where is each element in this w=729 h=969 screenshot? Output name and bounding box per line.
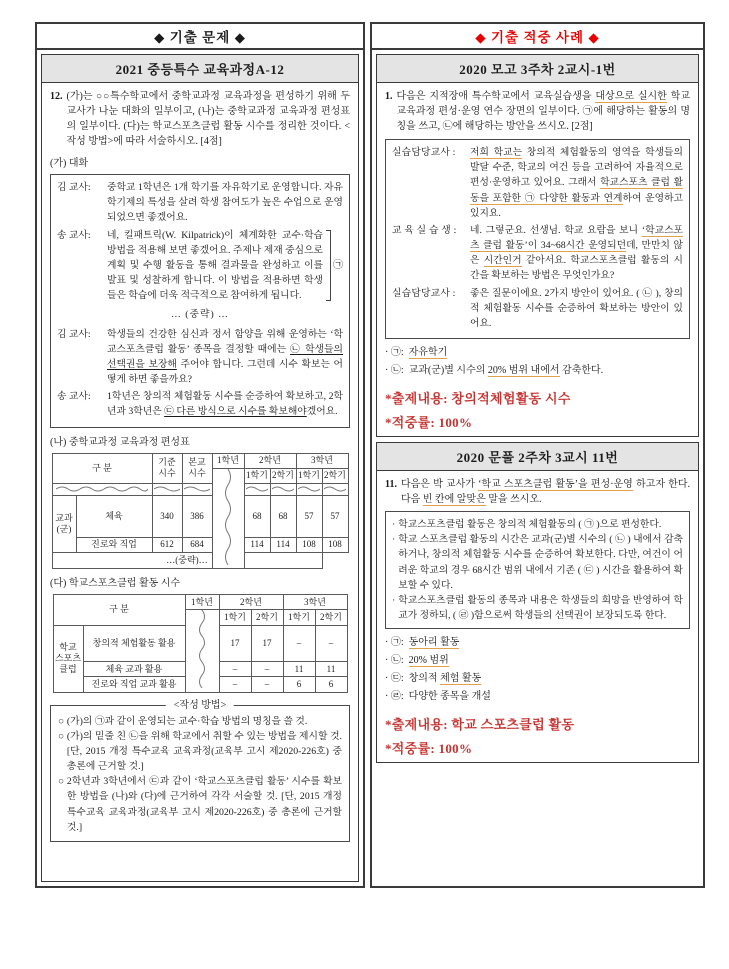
label-ga: (가) 대화 [50, 158, 89, 169]
question-text: 다음은 지적장애 특수학교에서 교육실습생을 대상으로 실시한 학교 교육과정 편성·운영 연수 장면의 일부이다. ㉠에 해당하는 활동의 명칭을 쓰고, ㉡에 해당하는 방안을 쓰시오. [2점] [396, 91, 690, 132]
dialogue-line [392, 145, 683, 221]
value-cell: 11 [283, 662, 315, 677]
value-cell: 6 [283, 677, 315, 692]
two-column-board [35, 22, 705, 888]
value-cell: 114 [244, 537, 270, 552]
hit-content-label: *출제내용: 학교 스포츠클럽 활동 [385, 717, 575, 733]
dialogue-box [385, 139, 690, 339]
hit-case-1-title: 2020 모고 3주차 2교시-1번 [377, 55, 698, 83]
value-cell: 57 [296, 496, 322, 537]
dialogue-text: 네, 킬패트릭(W. Kilpatrick)이 체계화한 교수·학습 방법을 적용해 보면 좋겠어요. 주제나 제재 중심으로 계획 및 수행 활동을 통해 결과물을 완성하고 이를 발표 및 성찰하게 합니다. 이 방법을 적용하면 학생들은 학습에 더욱 적극적으로 참여하게 됩니다. [107, 229, 323, 302]
value-cell: 386 [182, 496, 212, 537]
column-hit-cases [370, 22, 705, 888]
answer-key: · ㉡: [385, 655, 404, 667]
col-header-grade2: 2학년 [219, 595, 283, 610]
method-text: (가)의 ㉠과 같이 운영되는 교수·학습 방법의 명칭을 쓸 것. [66, 715, 308, 727]
question-text: 다음은 박 교사가 ‘학교 스포츠클럽 활동’을 편성·운영 하고자 한다. 다음 빈 칸에 알맞은 말을 쓰시오. [400, 479, 690, 506]
col-header-school-hours: 본교 시수 [182, 453, 212, 484]
method-item [58, 729, 342, 775]
answer-key: · ㉡: [385, 365, 404, 377]
hit-rate-label: *적중률: 100% [385, 414, 473, 430]
label-na: (나) 중학교과정 교육과정 편성표 [50, 436, 190, 448]
bullet-marker: · [392, 534, 396, 546]
dialogue-text: 저희 학교는 창의적 체험활동의 영역을 학생들의 발달 수준, 학교의 여건 등을 고려하여 자율적으로 편성·운영하고 있어요. 그래서 학교스포츠 클럽 활동을 포함한 ㉠ 다양한 활동과 연계하여 운영하고 있지요. [470, 147, 684, 219]
wavy-line-icon [154, 486, 180, 492]
annotation-bracket [326, 230, 331, 302]
answer-text: 동아리 활동 [408, 637, 460, 649]
wavy-line-icon [196, 610, 208, 688]
method-item [58, 774, 342, 835]
answer-line [385, 653, 690, 669]
answer-key: · ㉣: [385, 691, 404, 703]
col-header-base-hours: 기준 시수 [152, 453, 182, 484]
blank-item-text: 학교 스포츠클럽 활동의 시간은 교과(군)별 시수의 ( ㉡ ) 내에서 감축하거나, 창의적 체험활동 시수를 순증하여 확보한다. 다만, 여건이 어려운 학교의 경우 68시간 범위 내에서 기존 ( ㉢ ) 시간을 활용하여 확보할 수 있다. [398, 534, 683, 591]
dialogue-line [57, 228, 343, 304]
writing-method-title: <작성 방법> [166, 698, 234, 714]
writing-method-box [50, 699, 350, 842]
dialogue-text: 1학년은 창의적 체험활동 시수를 순증하여 확보하고, 2학년과 3학년은 ㉢ 다른 방식으로 시수를 확보해야겠어요. [107, 391, 343, 418]
left-column-body [37, 50, 363, 886]
blank-item-text: 학교스포츠클럽 활동은 창의적 체험활동의 ( ㉠ )으로 편성한다. [398, 519, 662, 531]
dialogue-line [392, 286, 683, 332]
right-column-header: ◆ 기출 적중 사례 ◆ [372, 24, 703, 50]
dialogue-text: 중학교 1학년은 1개 학기를 자유학기로 운영합니다. 자유학기제의 특성을 살려 학생 참여도가 높은 수업으로 운영되었으면 좋겠어요. [107, 182, 343, 224]
sports-club-table-da [53, 594, 348, 693]
circle-marker: ○ [58, 715, 64, 727]
question-box-title: 2021 중등특수 교육과정A-12 [42, 55, 358, 83]
col-header-sem2: 2학기 [251, 610, 283, 625]
question-box-2021 [41, 54, 359, 882]
column-past-question [35, 22, 365, 888]
question-number: 1. [385, 91, 393, 102]
answer-key: · ㉢: [385, 673, 404, 685]
wavy-line-icon [272, 486, 294, 492]
hit-case-2-content [377, 471, 698, 762]
omission-wave-column [185, 610, 219, 692]
dialogue-line [57, 327, 343, 388]
speaker-label: 김 교사: [57, 182, 91, 193]
answer-text: 교과(군)별 시수의 20% 범위 내에서 감축한다. [408, 365, 604, 377]
dialogue-text: 네. 그렇군요. 선생님. 학교 요람을 보니 ‘학교스포츠 클럽 활동’이 34~68시간 운영되던데, 만만치 않은 시간인거 같아서요. 학교스포츠클럽 활동의 시간을 확보하는 방법은 무엇인가요? [470, 224, 683, 282]
fill-blank-box [385, 511, 690, 629]
value-cell: 17 [251, 625, 283, 662]
speaker-label: 송 교사: [57, 229, 91, 241]
value-cell: 11 [315, 662, 347, 677]
col-header-grade1: 1학년 [212, 453, 244, 468]
col-header-sem1: 1학기 [296, 468, 322, 483]
value-cell: 57 [322, 496, 348, 537]
answer-line [385, 363, 690, 379]
circle-marker: ○ [58, 730, 64, 742]
value-cell: 108 [322, 537, 348, 552]
row-group-label: 학교 스포츠 클럽 [53, 625, 83, 692]
col-header-sem1: 1학기 [283, 610, 315, 625]
value-cell: – [315, 625, 347, 662]
col-header-grade1: 1학년 [185, 595, 219, 610]
question-text: (가)는 ○○특수학교에서 중학교과정 교육과정을 편성하기 위해 두 교사가 나눈 대화의 일부이고, (나)는 중학교과정 교육과정 편성표의 일부이다. (다)는 학교스포츠클럽 활동 시수를 정리한 것이다. <작성 방법>에 따라 서술하시오. [4점] [66, 91, 350, 147]
table-ellipsis-row [52, 552, 348, 568]
omission-separator: … (중략) … [171, 309, 229, 321]
wavy-line-icon [222, 469, 234, 565]
dialogue-box [50, 174, 350, 428]
dialogue-text: 좋은 질문이에요. 2가지 방안이 있어요. ( ㉡ ), 창의적 체험활동 시수를 순증하여 확보하는 방안이 있어요. [470, 287, 683, 329]
answer-text: 20% 범위 [408, 655, 449, 667]
speaker-label: 송 교사: [57, 391, 91, 403]
hit-case-1-content [377, 83, 698, 436]
hit-rate-label: *적중률: 100% [385, 740, 473, 756]
col-header-sem2: 2학기 [270, 468, 296, 483]
bullet-marker: · [392, 519, 396, 531]
answer-line [385, 671, 690, 687]
dialogue-line [392, 223, 683, 284]
col-header-grade3: 3학년 [296, 453, 348, 468]
value-cell: 612 [152, 537, 182, 552]
col-header-sem1: 1학기 [219, 610, 251, 625]
speaker-label: 실습담당교사 : [392, 147, 456, 158]
question-number: 12. [50, 91, 63, 102]
hit-case-box-1 [376, 54, 699, 437]
annotation-marker: ㉠ [333, 259, 343, 271]
subject-cell: 체육 교과 활용 [83, 662, 185, 677]
wavy-line-icon [246, 486, 268, 492]
value-cell: – [251, 677, 283, 692]
value-cell: 68 [244, 496, 270, 537]
value-cell: – [219, 662, 251, 677]
subject-cell: 진로와 직업 교과 활용 [83, 677, 185, 692]
col-header-sem2: 2학기 [322, 468, 348, 483]
answer-key: · ㉠: [385, 347, 404, 359]
question-content [42, 83, 358, 846]
value-cell: 114 [270, 537, 296, 552]
question-intro [385, 477, 690, 507]
blank-item [392, 532, 683, 593]
answer-text: 자유학기 [408, 347, 448, 359]
answer-text: 다양한 종목을 개설 [408, 691, 491, 703]
method-item [58, 714, 342, 729]
hit-case-box-2 [376, 442, 699, 763]
col-header-grade3: 3학년 [283, 595, 347, 610]
hit-case-2-title: 2020 문풀 2주차 3교시 11번 [377, 443, 698, 471]
dialogue-text: 학생들의 건강한 심신과 정서 함양을 위해 운영하는 ‘학교스포츠클럽 활동’ 종목을 결정할 때에는 ㉡ 학생들의 선택권을 보장해 주어야 합니다. 그런데 시수 확보는 어떻게 하면 좋을까요? [107, 328, 343, 386]
answer-text: 창의적 체험 활동 [408, 673, 482, 685]
subject-cell: 진로와 직업 [76, 537, 152, 552]
blank-item-text: 학교스포츠클럽 활동의 종목과 내용은 학생들의 희망을 반영하여 학교가 정하되, ( ㉣ )함으로써 학생들의 선택권이 보장되도록 한다. [398, 594, 683, 622]
value-cell: – [219, 677, 251, 692]
table-row [52, 496, 348, 537]
value-cell: 6 [315, 677, 347, 692]
circle-marker: ○ [58, 776, 64, 788]
speaker-label: 김 교사: [57, 328, 91, 340]
value-cell: 17 [219, 625, 251, 662]
col-header-group: 구 분 [53, 595, 185, 626]
value-cell: 68 [270, 496, 296, 537]
table-row [52, 537, 348, 552]
value-cell: 684 [182, 537, 212, 552]
dialogue-line [57, 180, 343, 226]
speaker-label: 교 육 실 습 생 : [392, 224, 457, 236]
value-cell: 340 [152, 496, 182, 537]
wavy-line-icon [298, 486, 320, 492]
wavy-line-icon [324, 486, 346, 492]
left-column-header: ◆ 기출 문제 ◆ [37, 24, 363, 50]
answer-line [385, 689, 690, 705]
method-text: (가)의 밑줄 친 ㉡을 위해 학교에서 취할 수 있는 방법을 제시할 것. [단, 2015 개정 특수교육 교육과정(교육부 고시 제2020-226호) 중 총론에 근거할 것.] [66, 730, 342, 773]
value-cell: – [283, 625, 315, 662]
hit-content-label: *출제내용: 창의적체험활동 시수 [385, 391, 571, 407]
dialogue-line [57, 389, 343, 419]
bullet-marker: · [392, 594, 396, 606]
col-header-group: 구 분 [52, 453, 152, 484]
wavy-line-icon [184, 486, 210, 492]
question-intro [50, 89, 350, 149]
ellipsis-cell: …(중략)… [52, 552, 322, 568]
method-text: 2학년과 3학년에서 ㉢과 같이 ‘학교스포츠클럽 활동’ 시수를 확보한 방법을 (나)와 (다)에 근거하여 각각 서술할 것. [단, 2015 개정 특수교육 교육과정(교육부 고시 제2020-226호) 중 총론에 근거할 것.] [66, 776, 342, 833]
subject-cell: 창의적 체험활동 활용 [83, 625, 185, 662]
answer-line [385, 345, 690, 361]
curriculum-table-na [52, 453, 349, 570]
blank-item [392, 517, 683, 532]
col-header-sem1: 1학기 [244, 468, 270, 483]
question-number: 11. [385, 479, 397, 491]
omission-wave-row [52, 484, 348, 496]
value-cell: – [251, 662, 283, 677]
col-header-sem2: 2학기 [315, 610, 347, 625]
blank-item [392, 593, 683, 623]
question-intro [385, 89, 690, 134]
answer-line [385, 635, 690, 651]
right-column-body [372, 50, 703, 886]
answer-key: · ㉠: [385, 637, 404, 649]
wavy-line-icon [56, 486, 148, 492]
label-da: (다) 학교스포츠클럽 활동 시수 [50, 578, 181, 590]
speaker-label: 실습담당교사 : [392, 287, 456, 299]
col-header-grade2: 2학년 [244, 453, 296, 468]
value-cell: 108 [296, 537, 322, 552]
row-group-label: 교과 (군) [52, 496, 76, 553]
subject-cell: 체육 [76, 496, 152, 537]
